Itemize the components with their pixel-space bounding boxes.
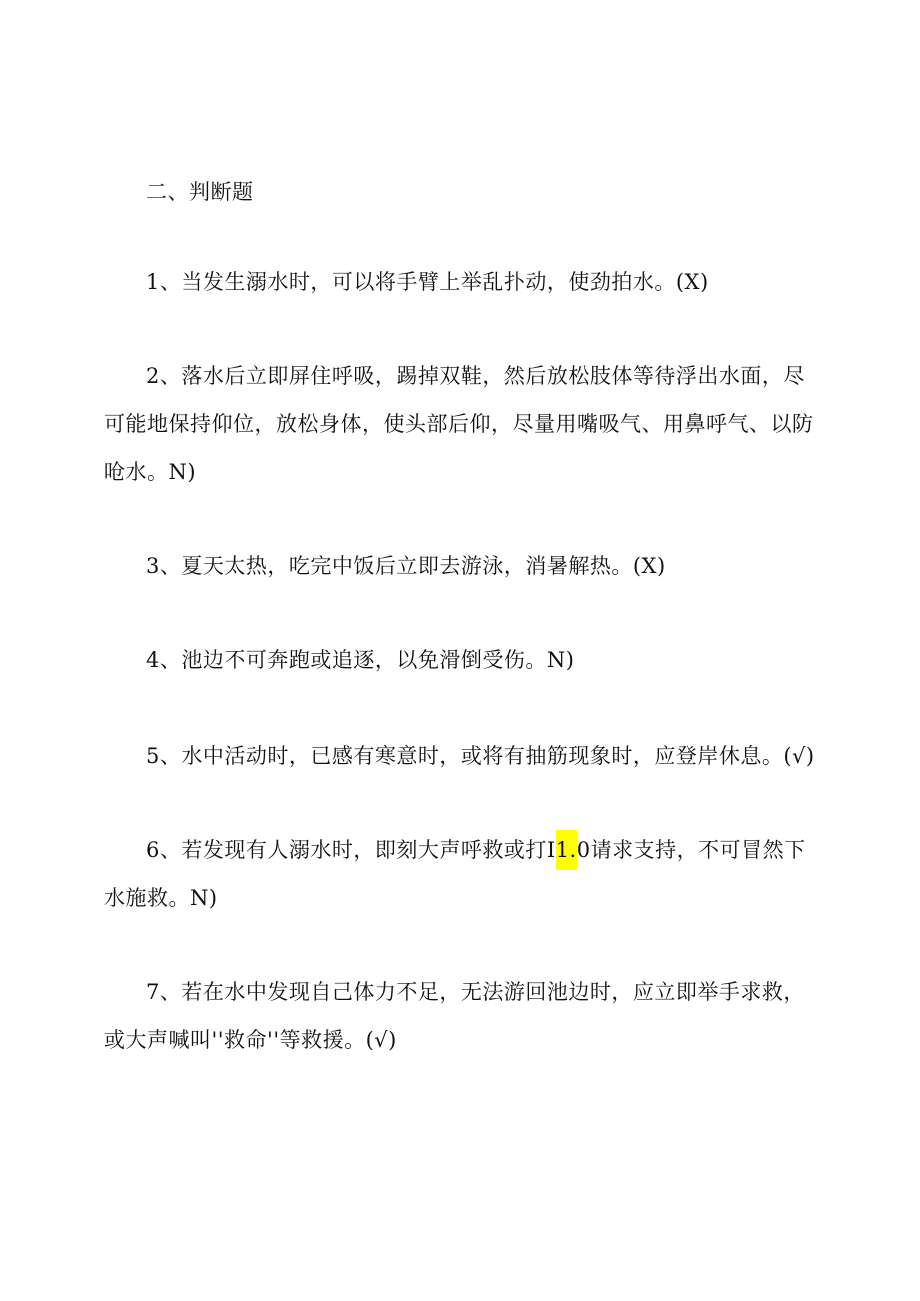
question-7-line-2: 或大声喊叫''救命''等救援。(√) bbox=[104, 1028, 397, 1052]
question-4: 4、池边不可奔跑或追逐，以免滑倒受伤。N) bbox=[146, 648, 575, 672]
question-1: 1、当发生溺水时，可以将手臂上举乱扑动，使劲拍水。(X) bbox=[146, 270, 709, 294]
section-title: 二、判断题 bbox=[146, 180, 254, 204]
question-2-line-3: 呛水。N) bbox=[104, 460, 197, 484]
question-6-text-before: 6、若发现有人溺水时，即刻大声呼救或打I bbox=[146, 838, 556, 862]
question-3: 3、夏天太热，吃完中饭后立即去游泳，消暑解热。(X) bbox=[146, 554, 666, 578]
question-2-line-1: 2、落水后立即屏住呼吸，踢掉双鞋，然后放松肢体等待浮出水面，尽 bbox=[146, 364, 805, 388]
question-5: 5、水中活动时，已感有寒意时，或将有抽筋现象时，应登岸休息。(√) bbox=[146, 744, 815, 768]
question-2-line-2: 可能地保持仰位，放松身体，使头部后仰，尽量用嘴吸气、用鼻呼气、以防 bbox=[104, 412, 814, 436]
question-6-text-after: 0请求支持，不可冒然下 bbox=[576, 838, 806, 862]
question-6-line-1 bbox=[146, 836, 806, 864]
highlighted-text: 1. bbox=[556, 830, 577, 870]
question-7-line-1: 7、若在水中发现自己体力不足，无法游回池边时，应立即举手求救， bbox=[146, 980, 805, 1004]
question-6-line-2: 水施救。N) bbox=[104, 886, 218, 910]
